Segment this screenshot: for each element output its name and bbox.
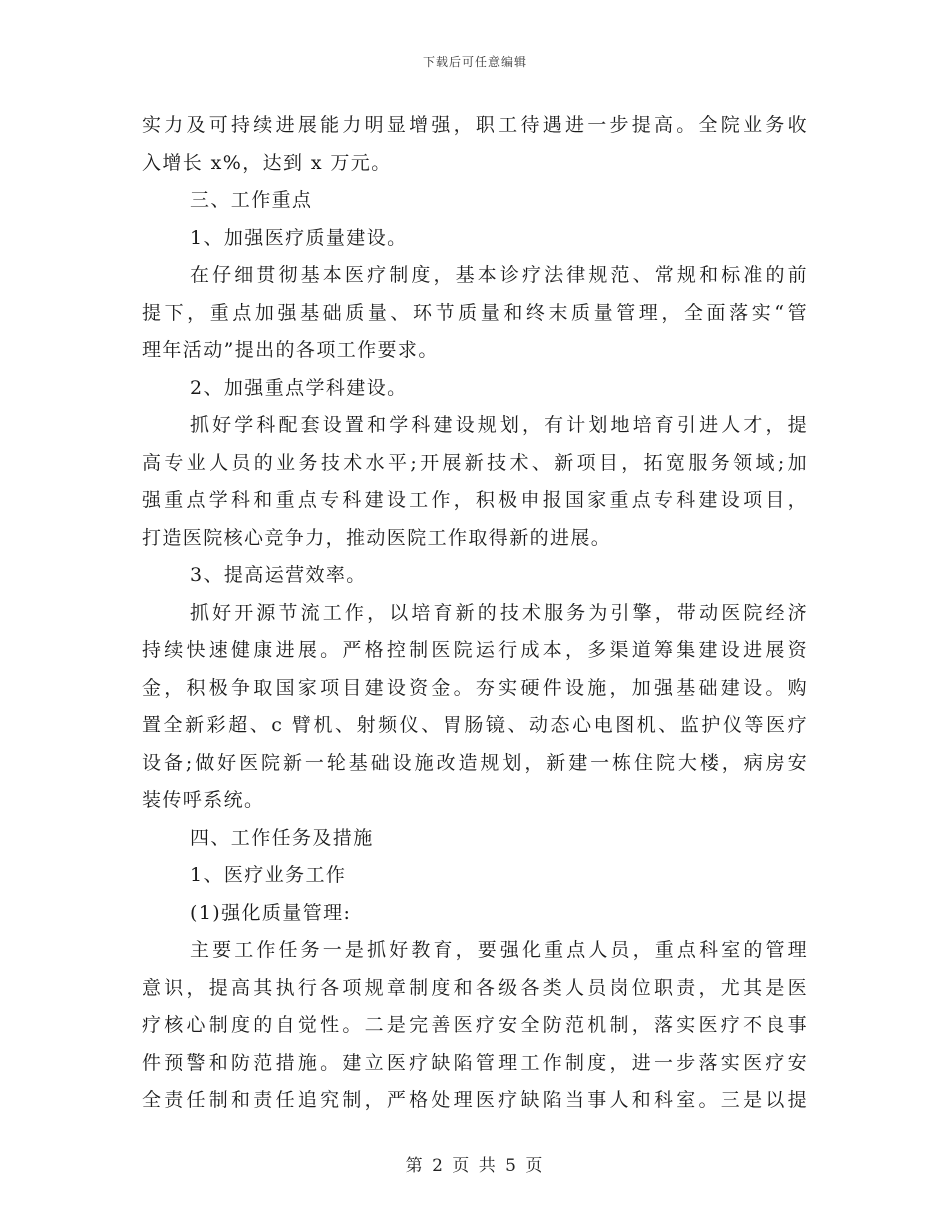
- text-line: 抓好开源节流工作，以培育新的技术服务为引擎，带动医院经济: [190, 601, 808, 624]
- text-line: 2、加强重点学科建设。: [190, 376, 408, 399]
- text-line: 实力及可持续进展能力明显增强，职工待遇进一步提高。全院业务收: [142, 114, 808, 136]
- text-line: 金，积极争取国家项目建设资金。夯实硬件设施，加强基础建设。购: [142, 676, 808, 699]
- text-line: 抓好学科配套设置和学科建设规划，有计划地培育引进人才，提: [190, 414, 808, 436]
- text-line: 强重点学科和重点专科建设工作，积极申报国家重点专科建设项目，: [142, 489, 808, 511]
- text-line: 置全新彩超、c 臂机、射频仪、胃肠镜、动态心电图机、监护仪等医疗: [142, 714, 808, 736]
- text-line: 理年活动”提出的各项工作要求。: [142, 339, 439, 361]
- text-line: 3、提高运营效率。: [190, 564, 367, 586]
- page-header: 下载后可任意编辑: [422, 55, 527, 69]
- text-line: 打造医院核心竞争力，推动医院工作取得新的进展。: [142, 526, 612, 549]
- text-line: 件预警和防范措施。建立医疗缺陷管理工作制度，进一步落实医疗安: [142, 1051, 808, 1074]
- text-line: 1、加强医疗质量建设。: [190, 226, 408, 249]
- text-line: (1)强化质量管理:: [190, 901, 352, 924]
- text-line: 入增长 x%，达到 x 万元。: [142, 151, 392, 174]
- text-line: 三、工作重点: [190, 189, 313, 211]
- text-line: 全责任制和责任追究制，严格处理医疗缺陷当事人和科室。三是以提: [142, 1089, 808, 1111]
- text-line: 意识，提高其执行各项规章制度和各级各类人员岗位职责，尤其是医: [142, 976, 808, 999]
- text-line: 主要工作任务一是抓好教育，要强化重点人员，重点科室的管理: [190, 939, 808, 961]
- page-footer: 第 2 页 共 5 页: [405, 1156, 545, 1176]
- text-line: 设备;做好医院新一轮基础设施改造规划，新建一栋住院大楼，病房安: [142, 751, 808, 774]
- text-line: 在仔细贯彻基本医疗制度，基本诊疗法律规范、常规和标准的前: [190, 264, 808, 286]
- text-line: 四、工作任务及措施: [190, 826, 374, 849]
- text-line: 装传呼系统。: [142, 789, 265, 811]
- text-line: 高专业人员的业务技术水平;开展新技术、新项目，拓宽服务领域;加: [142, 451, 808, 474]
- text-line: 持续快速健康进展。严格控制医院运行成本，多渠道筹集建设进展资: [142, 639, 808, 661]
- document-body: [142, 107, 808, 1120]
- text-line: 疗核心制度的自觉性。二是完善医疗安全防范机制，落实医疗不良事: [142, 1014, 808, 1036]
- text-line: 1、医疗业务工作: [190, 864, 347, 886]
- text-line: 提下，重点加强基础质量、环节质量和终末质量管理，全面落实“管: [142, 301, 808, 324]
